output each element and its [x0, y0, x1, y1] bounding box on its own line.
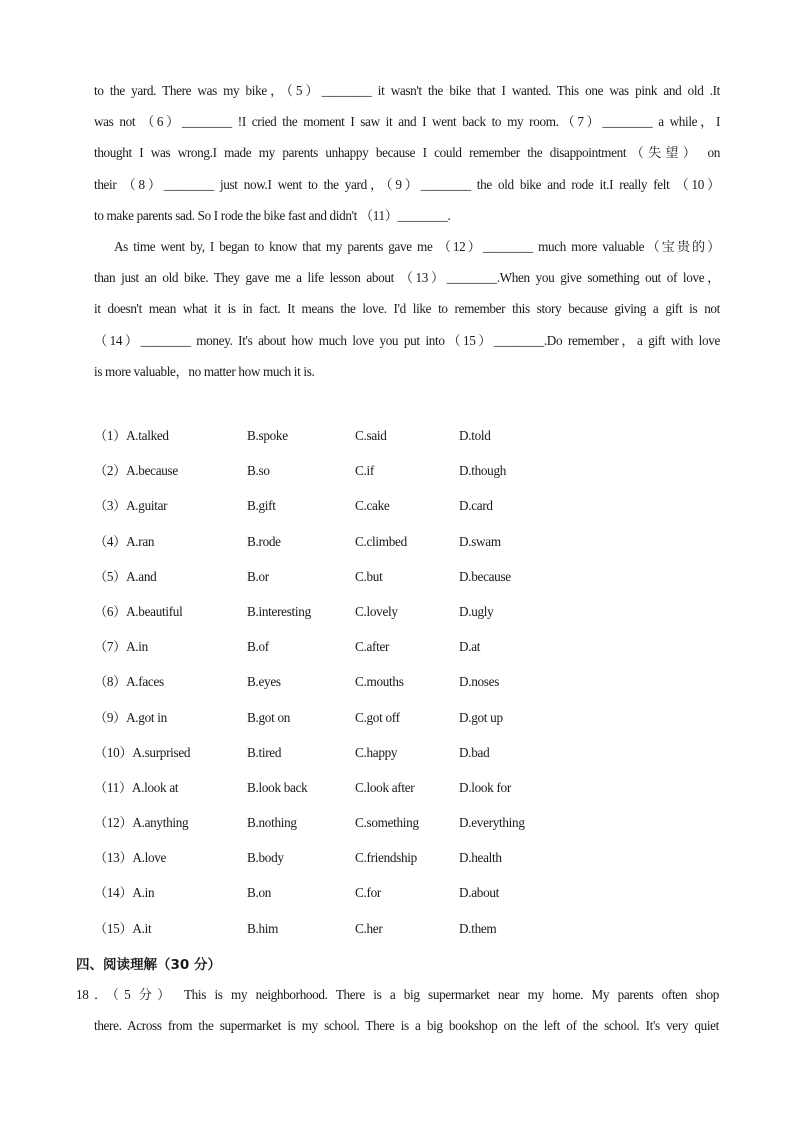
option-d: D.health	[459, 850, 502, 866]
option-a: （5）A.and	[94, 568, 157, 584]
option-b: B.so	[247, 463, 270, 479]
option-row	[94, 496, 654, 531]
option-d: D.everything	[459, 815, 525, 831]
option-c: C.if	[355, 463, 374, 479]
passage-line: to make parents sad. So I rode the bike fast and didn't （11）________.	[94, 207, 451, 223]
option-row	[94, 426, 654, 461]
option-b: B.or	[247, 568, 269, 584]
option-d: D.got up	[459, 709, 503, 725]
option-d: D.at	[459, 639, 481, 655]
answer-options	[94, 426, 654, 954]
option-b: B.nothing	[247, 815, 297, 831]
option-c: C.got off	[355, 709, 400, 725]
option-d: D.though	[459, 463, 507, 479]
option-a: （4）A.ran	[94, 533, 155, 549]
option-a: （6）A.beautiful	[94, 603, 183, 619]
option-b: B.eyes	[247, 674, 281, 690]
passage-line: was not （6）________ !I cried the moment I saw it and I went back to my room.（7）________ a while，I	[94, 114, 720, 130]
passage-line: is more valuable，no matter how much it is.	[94, 363, 315, 379]
option-a: （14）A.in	[94, 885, 155, 901]
option-row	[94, 778, 654, 813]
option-c: C.something	[355, 815, 419, 831]
option-a: （11）A.look at	[94, 779, 179, 795]
option-a: （2）A.because	[94, 463, 178, 479]
option-a: （12）A.anything	[94, 815, 189, 831]
option-row	[94, 708, 654, 743]
option-row	[94, 919, 654, 954]
option-c: C.after	[355, 639, 390, 655]
option-d: D.told	[459, 428, 491, 443]
option-c: C.happy	[355, 744, 398, 760]
option-d: D.look for	[459, 779, 511, 795]
option-c: C.climbed	[355, 533, 407, 549]
question-18	[76, 984, 719, 1046]
option-d: D.swam	[459, 533, 501, 549]
option-d: D.them	[459, 920, 497, 936]
option-b: B.him	[247, 920, 279, 936]
option-row	[94, 461, 654, 496]
option-b: B.gift	[247, 498, 276, 514]
option-row	[94, 567, 654, 602]
option-a: （15）A.it	[94, 920, 152, 936]
option-c: C.lovely	[355, 603, 398, 619]
option-a: （9）A.got in	[94, 709, 167, 725]
passage-line: to the yard. There was my bike，（5）________ it wasn't the bike that I wanted. This one was pink and old .It	[94, 83, 720, 98]
passage-line: As time went by, I began to know that my parents gave me （12）________ much more valuable（宝贵的）	[114, 238, 720, 254]
option-c: C.her	[355, 920, 383, 936]
option-row	[94, 883, 654, 918]
option-b: B.interesting	[247, 603, 311, 619]
option-row	[94, 602, 654, 637]
option-a: （13）A.love	[94, 850, 167, 866]
option-d: D.because	[459, 568, 511, 584]
option-a: （10）A.surprised	[94, 744, 191, 760]
option-b: B.tired	[247, 744, 282, 760]
option-a: （1）A.talked	[94, 428, 169, 443]
option-b: B.spoke	[247, 428, 288, 443]
option-c: C.mouths	[355, 674, 404, 690]
passage-line: their （8）________ just now.I went to the yard，（9）________ the old bike and rode it.I really felt （10）	[94, 176, 720, 192]
passage-line: than just an old bike. They gave me a life lesson about （13）________.When you give something out of love，	[94, 270, 720, 286]
option-d: D.noses	[459, 674, 500, 690]
option-c: C.but	[355, 568, 383, 584]
option-b: B.got on	[247, 709, 291, 725]
option-c: C.said	[355, 428, 387, 443]
option-b: B.rode	[247, 533, 281, 549]
section-heading: 四、阅读理解（30 分）	[76, 957, 221, 973]
option-row	[94, 848, 654, 883]
option-a: （7）A.in	[94, 639, 148, 655]
option-b: B.look back	[247, 779, 308, 795]
option-d: D.bad	[459, 744, 490, 760]
option-b: B.on	[247, 885, 272, 901]
option-b: B.body	[247, 850, 284, 866]
passage-line: it doesn't mean what it is in fact. It means the love. I'd like to remember this story because giving a gift is not	[94, 301, 720, 317]
option-d: D.about	[459, 885, 500, 901]
option-a: （3）A.guitar	[94, 498, 168, 514]
option-c: C.cake	[355, 498, 390, 514]
option-row	[94, 672, 654, 707]
cloze-passage	[94, 80, 720, 392]
option-d: D.card	[459, 498, 493, 514]
passage-line: （14）________ money. It's about how much love you put into（15）________.Do remember，a gift with love	[94, 332, 720, 348]
option-b: B.of	[247, 639, 269, 655]
option-c: C.for	[355, 885, 381, 901]
option-row	[94, 637, 654, 672]
option-row	[94, 532, 654, 567]
option-row	[94, 813, 654, 848]
passage-line: thought I was wrong.I made my parents unhappy because I could remember the disappointment（失望） on	[94, 145, 720, 161]
option-c: C.look after	[355, 779, 415, 795]
option-d: D.ugly	[459, 603, 494, 619]
option-c: C.friendship	[355, 850, 417, 866]
option-row	[94, 743, 654, 778]
question-line: 18．（5 分） This is my neighborhood. There is a big supermarket near my home. My parents often shop	[76, 987, 719, 1002]
option-a: （8）A.faces	[94, 674, 164, 690]
question-line: there. Across from the supermarket is my school. There is a big bookshop on the left of the school. It's very quiet	[94, 1018, 719, 1034]
